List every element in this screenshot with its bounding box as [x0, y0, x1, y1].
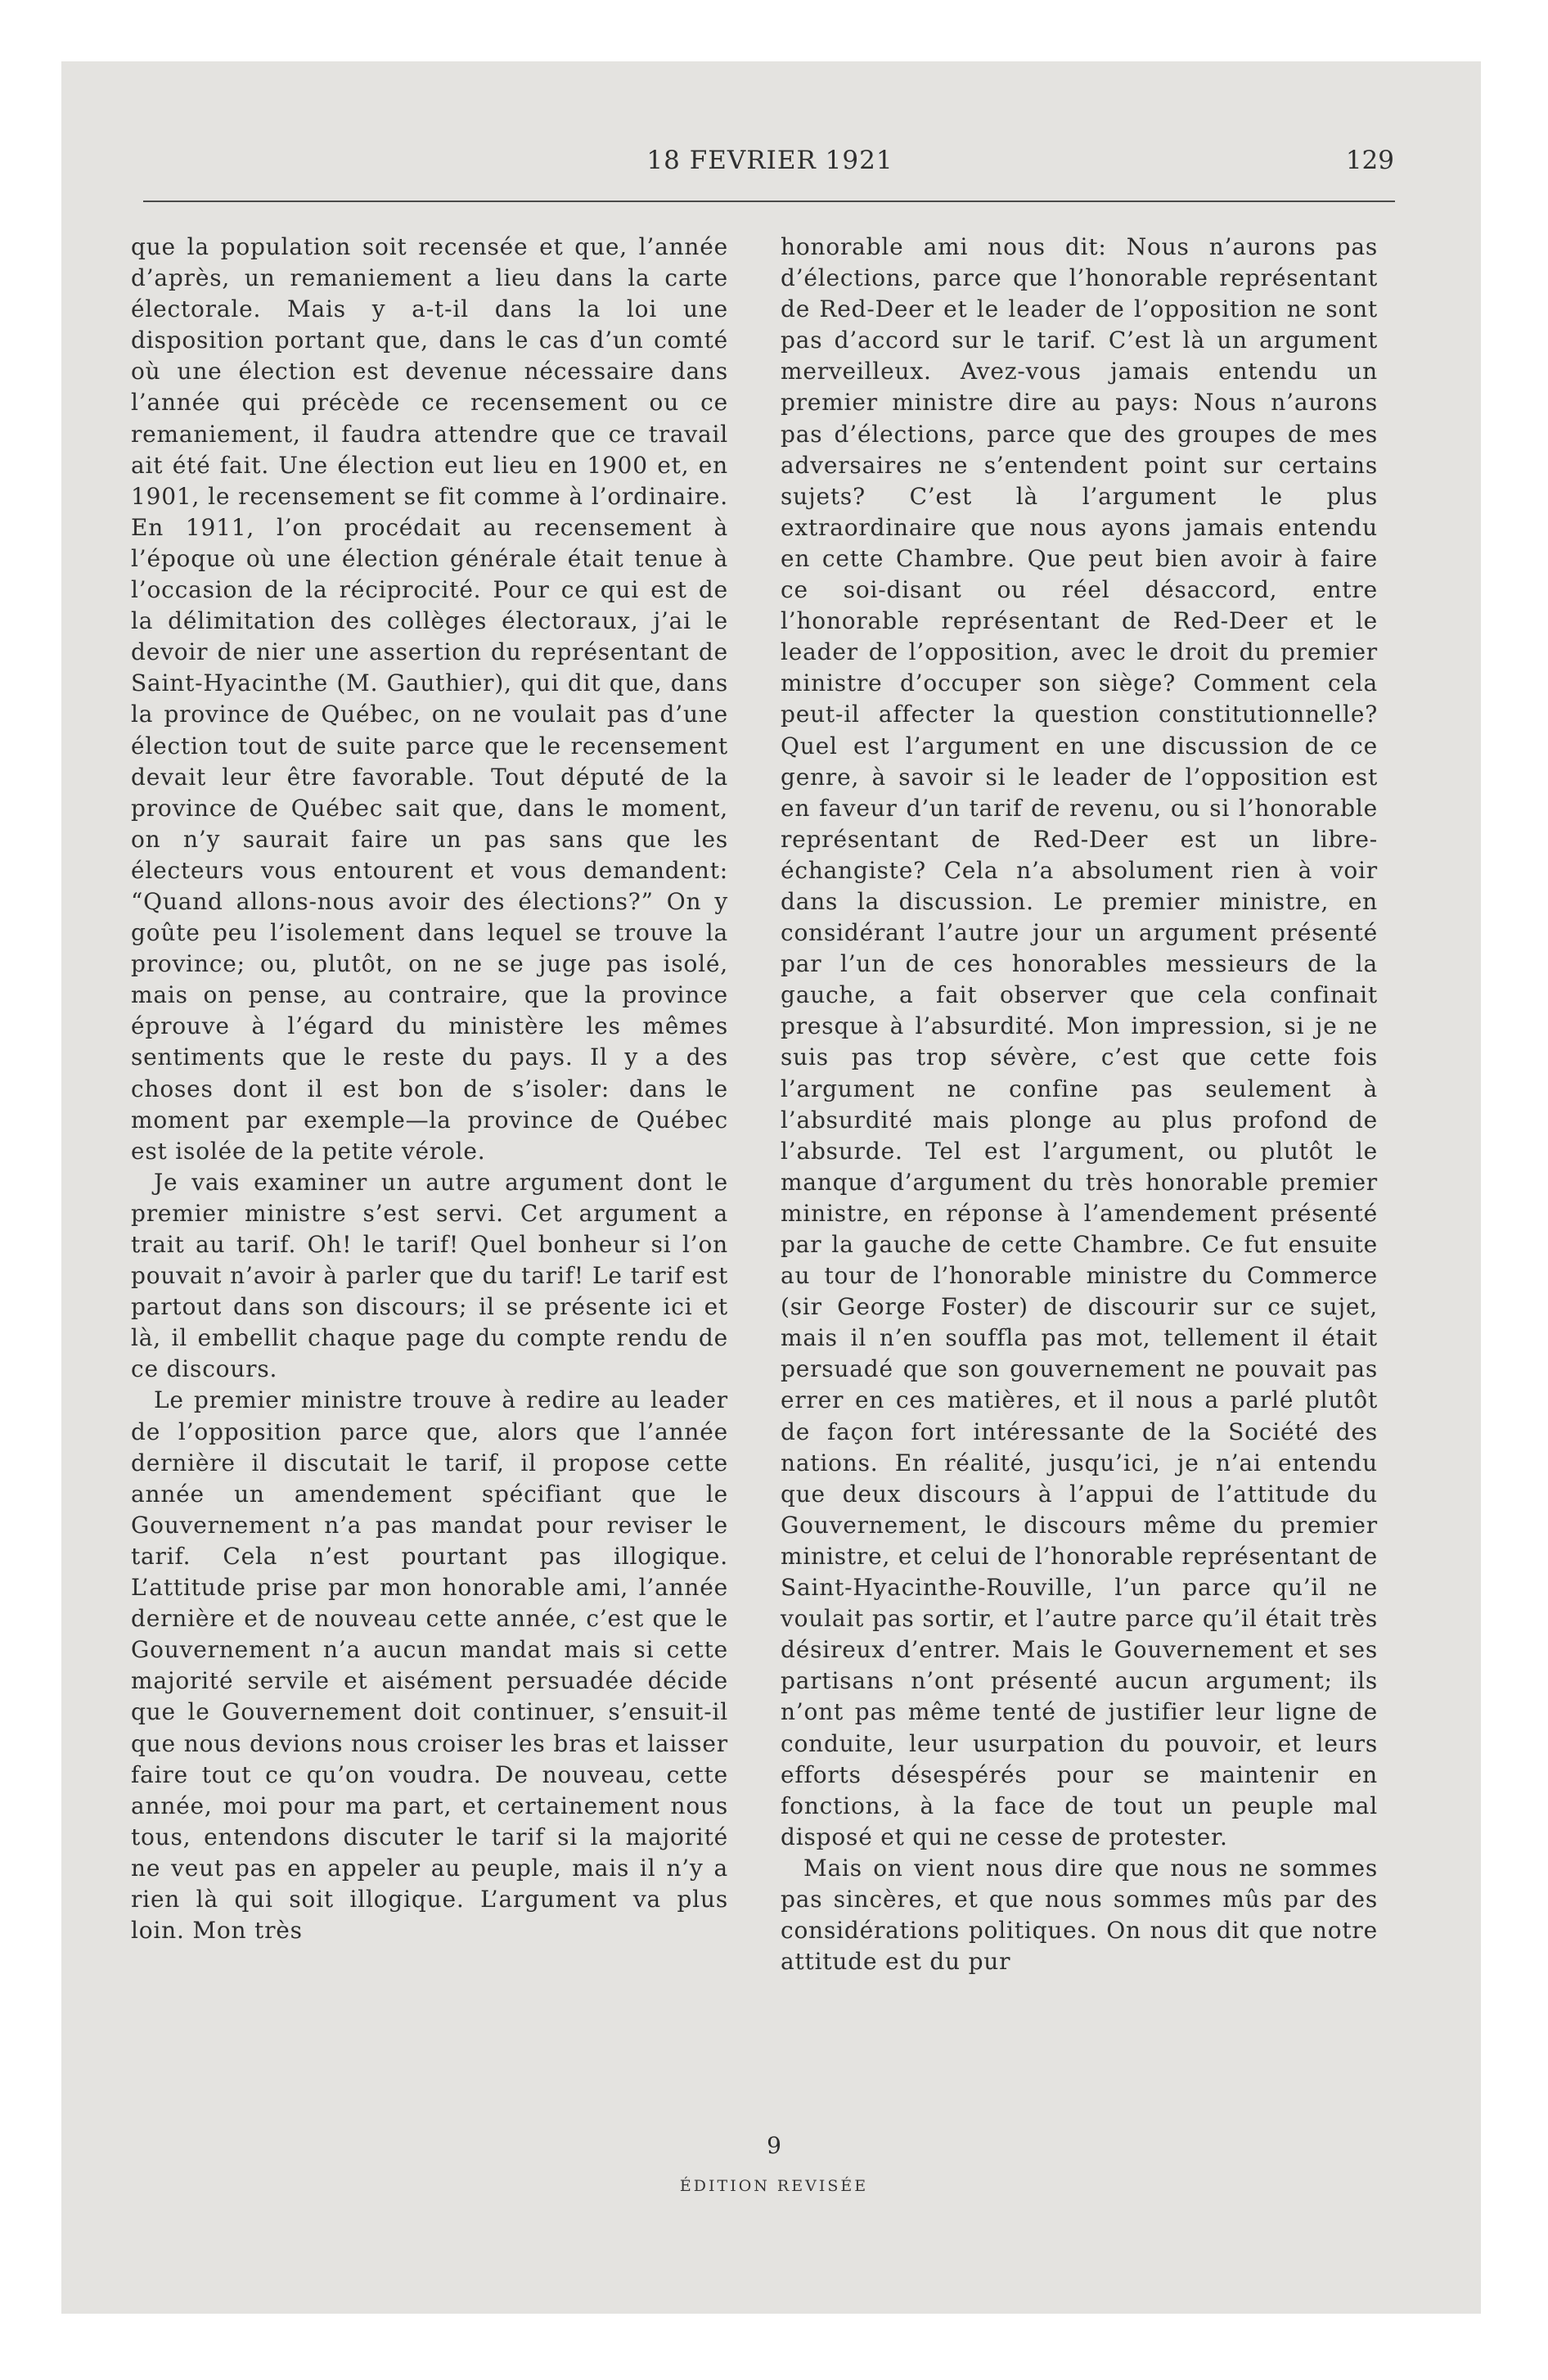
edition-note: ÉDITION REVISÉE — [679, 2177, 869, 2195]
right-paragraph-2: Mais on vient nous dire que nous ne sommes pas sincères, et que nous sommes mûs par des considérations politiques. On nous dit que notre attitude est du pur — [781, 1854, 1378, 1976]
left-paragraph-1: que la population soit recensée et que, l’année d’après, un remaniement a lieu dans la carte électorale. Mais y a-t-il dans la loi une disposition portant que, dans le cas d’un comté où une élection est devenue nécessaire dans l’année qui précède ce recensement ou ce remaniement, il faudra attendre que ce travail ait été fait. Une élection eut lieu en 1900 et, en 1901, le recensement se fit comme à l’ordinaire. En 1911, l’on procédait au recensement à l’époque où une élection générale était tenue à l’occasion de la réciprocité. Pour ce qui est de la délimitation des collèges électoraux, j’ai le devoir de nier une assertion du représentant de Saint-Hyacinthe (M. Gauthier), qui dit que, dans la province de Québec, on ne voulait pas d’une élection tout de suite parce que le recensement devait leur être favorable. Tout député de la province de Québec sait que, dans le moment, on n’y saurait faire un pas sans que les électeurs vous entourent et vous demandent: “Quand allons-nous avoir des élections?” On y goûte peu l’isolement dans lequel se trouve la province; ou, plutôt, on ne se juge pas isolé, mais on pense, au contraire, que la province éprouve à l’égard du ministère les mêmes sentiments que le reste du pays. Il y a des choses dont il est bon de s’isoler: dans le moment par exemple—la province de Québec est isolée de la petite vérole. — [131, 233, 728, 1165]
header-rule — [143, 201, 1395, 202]
left-paragraph-2: Je vais examiner un autre argument dont le premier ministre s’est servi. Cet argument a trait au tarif. Oh! le tarif! Quel bonheur si l’on pouvait n’avoir à parler que du tarif! Le tarif est partout dans son discours; il se présente ici et là, il embellit chaque page du compte rendu de ce discours. — [131, 1168, 728, 1383]
page-date-title: 18 FEVRIER 1921 — [646, 146, 893, 175]
right-column — [781, 232, 1378, 1977]
left-column — [131, 232, 728, 1946]
right-paragraph-1: honorable ami nous dit: Nous n’aurons pas d’élections, parce que l’honorable représentant de Red-Deer et le leader de l’opposition ne sont pas d’accord sur le tarif. C’est là un argument merveilleux. Avez-vous jamais entendu un premier ministre dire au pays: Nous n’aurons pas d’élections, parce que des groupes de mes adversaires ne s’entendent point sur certains sujets? C’est là l’argument le plus extraordinaire que nous ayons jamais entendu en cette Chambre. Que peut bien avoir à faire ce soi-disant ou réel désaccord, entre l’honorable représentant de Red-Deer et le leader de l’opposition, avec le droit du premier ministre d’occuper son siège? Comment cela peut-il affecter la question constitutionnelle? Quel est l’argument en une discussion de ce genre, à savoir si le leader de l’opposition est en faveur d’un tarif de revenu, ou si l’honorable représentant de Red-Deer est un libre-échangiste? Cela n’a absolument rien à voir dans la discussion. Le premier ministre, en considérant l’autre jour un argument présenté par l’un de ces honorables messieurs de la gauche, a fait observer que cela confinait presque à l’absurdité. Mon impression, si je ne suis pas trop sévère, c’est que cette fois l’argument ne confine pas seulement à l’absurdité mais plonge au plus profond de l’absurde. Tel est l’argument, ou plutôt le manque d’argument du très honorable premier ministre, en réponse à l’amendement présenté par la gauche de cette Chambre. Ce fut ensuite au tour de l’honorable ministre du Commerce (sir George Foster) de discourir sur ce sujet, mais il n’en souffla pas mot, tellement il était persuadé que son gouvernement ne pouvait pas errer en ces matières, et il nous a parlé plutôt de façon fort intéressante de la Société des nations. En réalité, jusqu’ici, je n’ai entendu que deux discours à l’appui de l’attitude du Gouvernement, le discours même du premier ministre, et celui de l’honorable représentant de Saint-Hyacinthe-Rouville, l’un parce qu’il ne voulait pas sortir, et l’autre parce qu’il était très désireux d’entrer. Mais le Gouvernement et ses partisans n’ont présenté aucun argument; ils n’ont pas même tenté de justifier leur ligne de conduite, leur usurpation du pouvoir, et leurs efforts désespérés pour se maintenir en fonctions, à la face de tout un peuple mal disposé et qui ne cesse de protester. — [781, 233, 1378, 1850]
page-number: 129 — [1345, 146, 1394, 175]
signature-mark: 9 — [767, 2132, 781, 2159]
left-paragraph-3: Le premier ministre trouve à redire au leader de l’opposition parce que, alors que l’année dernière il discutait le tarif, il propose cette année un amendement spécifiant que le Gouvernement n’a pas mandat pour reviser le tarif. Cela n’est pourtant pas illogique. L’attitude prise par mon honorable ami, l’année dernière et de nouveau cette année, c’est que le Gouvernement n’a aucun mandat mais si cette majorité servile et aisément persuadée décide que le Gouvernement doit continuer, s’ensuit-il que nous devions nous croiser les bras et laisser faire tout ce qu’on voudra. De nouveau, cette année, moi pour ma part, et certainement nous tous, entendons discuter le tarif si la majorité ne veut pas en appeler au peuple, mais il n’y a rien là qui soit illogique. L’argument va plus loin. Mon très — [131, 1386, 728, 1945]
page-header — [146, 146, 1394, 182]
